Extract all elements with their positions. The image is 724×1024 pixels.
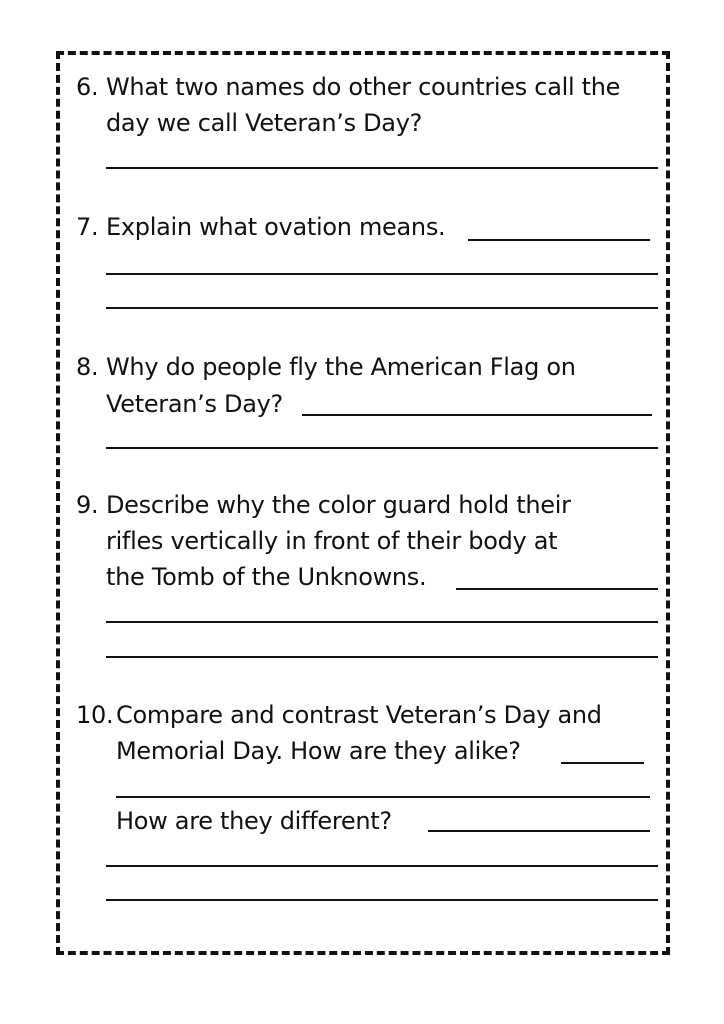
answer-line[interactable] bbox=[116, 796, 650, 798]
question-text-line: What two names do other countries call the bbox=[106, 73, 621, 101]
question-text-line: Why do people fly the American Flag on bbox=[106, 353, 576, 381]
question-text-line: Veteran’s Day? bbox=[106, 390, 283, 418]
question-text-line: Memorial Day. How are they alike? bbox=[116, 737, 521, 765]
question-text-line: Explain what ovation means. bbox=[106, 213, 446, 241]
question-text-line: Describe why the color guard hold their bbox=[106, 491, 571, 519]
question-text-line: day we call Veteran’s Day? bbox=[106, 109, 423, 137]
answer-line[interactable] bbox=[106, 273, 658, 275]
answer-line[interactable] bbox=[106, 307, 658, 309]
question-text-line: rifles vertically in front of their body at bbox=[106, 527, 558, 555]
question-number: 8. bbox=[76, 353, 99, 381]
answer-line[interactable] bbox=[428, 830, 650, 832]
question-number: 7. bbox=[76, 213, 99, 241]
question-text-line: How are they different? bbox=[116, 807, 392, 835]
answer-line[interactable] bbox=[106, 167, 658, 169]
question-number: 6. bbox=[76, 73, 99, 101]
question-text-line: Compare and contrast Veteran’s Day and bbox=[116, 701, 602, 729]
answer-line[interactable] bbox=[106, 621, 658, 623]
question-number: 10. bbox=[76, 701, 114, 729]
answer-line[interactable] bbox=[106, 899, 658, 901]
question-number: 9. bbox=[76, 491, 99, 519]
answer-line[interactable] bbox=[456, 588, 658, 590]
answer-line[interactable] bbox=[106, 865, 658, 867]
answer-line[interactable] bbox=[561, 762, 644, 764]
answer-line[interactable] bbox=[106, 656, 658, 658]
answer-line[interactable] bbox=[106, 447, 658, 449]
question-text-line: the Tomb of the Unknowns. bbox=[106, 563, 427, 591]
answer-line[interactable] bbox=[468, 239, 650, 241]
answer-line[interactable] bbox=[302, 414, 652, 416]
